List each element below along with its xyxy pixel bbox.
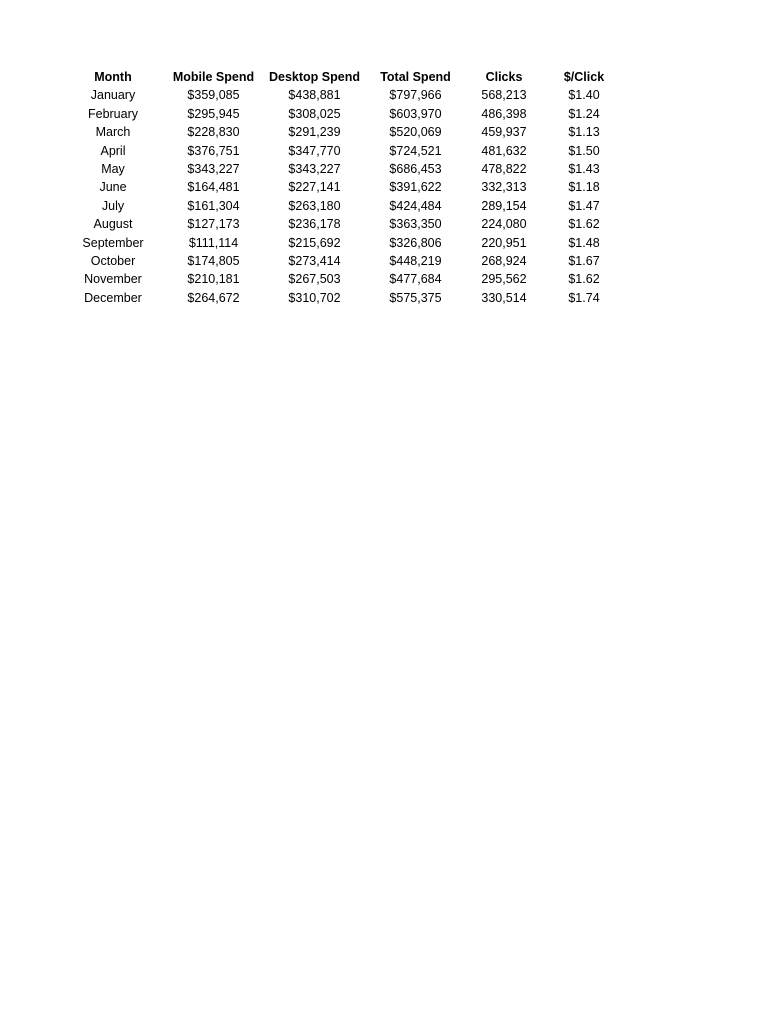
cell-cost-per-click: $1.40 bbox=[568, 88, 600, 103]
cell-month: December bbox=[84, 290, 142, 305]
cell-total-spend: $520,069 bbox=[389, 125, 442, 140]
cell-month: November bbox=[84, 272, 142, 287]
table-row bbox=[63, 86, 626, 104]
cell-desktop-spend: $310,702 bbox=[288, 290, 341, 305]
cell-mobile-spend: $359,085 bbox=[187, 88, 240, 103]
cell-month: May bbox=[101, 162, 125, 177]
table-row bbox=[63, 289, 626, 307]
header-month: Month bbox=[94, 70, 132, 84]
cell-month: June bbox=[99, 180, 127, 195]
cell-desktop-spend: $263,180 bbox=[288, 198, 341, 213]
cell-mobile-spend: $376,751 bbox=[187, 143, 240, 158]
cell-total-spend: $477,684 bbox=[389, 272, 442, 287]
spend-table bbox=[63, 68, 626, 307]
cell-cost-per-click: $1.48 bbox=[568, 235, 600, 250]
cell-clicks: 568,213 bbox=[481, 88, 527, 103]
cell-mobile-spend: $295,945 bbox=[187, 106, 240, 121]
cell-clicks: 481,632 bbox=[481, 143, 527, 158]
cell-total-spend: $724,521 bbox=[389, 143, 442, 158]
table-row bbox=[63, 178, 626, 196]
table-row bbox=[63, 215, 626, 233]
cell-month: January bbox=[90, 88, 136, 103]
table-row bbox=[63, 123, 626, 141]
cell-cost-per-click: $1.18 bbox=[568, 180, 600, 195]
cell-total-spend: $448,219 bbox=[389, 254, 442, 269]
header-cost-per-click: $/Click bbox=[563, 70, 605, 84]
cell-desktop-spend: $347,770 bbox=[288, 143, 341, 158]
table-header-row bbox=[63, 68, 626, 86]
cell-clicks: 486,398 bbox=[481, 106, 527, 121]
cell-mobile-spend: $164,481 bbox=[187, 180, 240, 195]
table-row bbox=[63, 270, 626, 288]
cell-clicks: 220,951 bbox=[481, 235, 527, 250]
cell-cost-per-click: $1.43 bbox=[568, 162, 600, 177]
cell-mobile-spend: $228,830 bbox=[187, 125, 240, 140]
cell-clicks: 224,080 bbox=[481, 217, 527, 232]
cell-total-spend: $797,966 bbox=[389, 88, 442, 103]
cell-clicks: 330,514 bbox=[481, 290, 527, 305]
cell-month: September bbox=[82, 235, 144, 250]
cell-month: July bbox=[101, 198, 125, 213]
cell-desktop-spend: $308,025 bbox=[288, 106, 341, 121]
cell-desktop-spend: $215,692 bbox=[288, 235, 341, 250]
cell-total-spend: $326,806 bbox=[389, 235, 442, 250]
cell-mobile-spend: $343,227 bbox=[187, 162, 240, 177]
cell-cost-per-click: $1.62 bbox=[568, 217, 600, 232]
cell-desktop-spend: $343,227 bbox=[288, 162, 341, 177]
cell-clicks: 268,924 bbox=[481, 254, 527, 269]
cell-mobile-spend: $111,114 bbox=[188, 235, 239, 250]
cell-desktop-spend: $236,178 bbox=[288, 217, 341, 232]
cell-mobile-spend: $127,173 bbox=[187, 217, 240, 232]
cell-cost-per-click: $1.74 bbox=[568, 290, 600, 305]
cell-month: April bbox=[100, 143, 126, 158]
cell-total-spend: $686,453 bbox=[389, 162, 442, 177]
cell-month: February bbox=[87, 106, 139, 121]
header-total-spend: Total Spend bbox=[380, 70, 451, 84]
cell-mobile-spend: $161,304 bbox=[187, 198, 240, 213]
cell-desktop-spend: $267,503 bbox=[288, 272, 341, 287]
table-row bbox=[63, 197, 626, 215]
cell-total-spend: $424,484 bbox=[389, 198, 442, 213]
cell-mobile-spend: $210,181 bbox=[187, 272, 240, 287]
cell-total-spend: $575,375 bbox=[389, 290, 442, 305]
cell-desktop-spend: $227,141 bbox=[288, 180, 341, 195]
cell-cost-per-click: $1.13 bbox=[568, 125, 600, 140]
cell-total-spend: $391,622 bbox=[389, 180, 442, 195]
cell-cost-per-click: $1.62 bbox=[568, 272, 600, 287]
header-clicks: Clicks bbox=[485, 70, 523, 84]
cell-cost-per-click: $1.24 bbox=[568, 106, 600, 121]
table-row bbox=[63, 142, 626, 160]
cell-cost-per-click: $1.47 bbox=[568, 198, 600, 213]
table-row bbox=[63, 160, 626, 178]
cell-desktop-spend: $438,881 bbox=[288, 88, 341, 103]
cell-cost-per-click: $1.67 bbox=[568, 254, 600, 269]
cell-cost-per-click: $1.50 bbox=[568, 143, 600, 158]
cell-desktop-spend: $291,239 bbox=[288, 125, 341, 140]
cell-total-spend: $363,350 bbox=[389, 217, 442, 232]
cell-clicks: 459,937 bbox=[481, 125, 527, 140]
spend-sheet bbox=[63, 68, 626, 307]
table-row bbox=[63, 252, 626, 270]
table-row bbox=[63, 234, 626, 252]
cell-clicks: 289,154 bbox=[481, 198, 527, 213]
cell-desktop-spend: $273,414 bbox=[288, 254, 341, 269]
cell-month: August bbox=[93, 217, 133, 232]
cell-month: March bbox=[95, 125, 131, 140]
cell-mobile-spend: $174,805 bbox=[187, 254, 240, 269]
cell-total-spend: $603,970 bbox=[389, 106, 442, 121]
cell-clicks: 332,313 bbox=[481, 180, 527, 195]
header-desktop-spend: Desktop Spend bbox=[269, 70, 360, 84]
cell-clicks: 295,562 bbox=[481, 272, 527, 287]
cell-clicks: 478,822 bbox=[481, 162, 527, 177]
cell-month: October bbox=[90, 254, 136, 269]
header-mobile-spend: Mobile Spend bbox=[172, 70, 255, 84]
table-row bbox=[63, 105, 626, 123]
cell-mobile-spend: $264,672 bbox=[187, 290, 240, 305]
